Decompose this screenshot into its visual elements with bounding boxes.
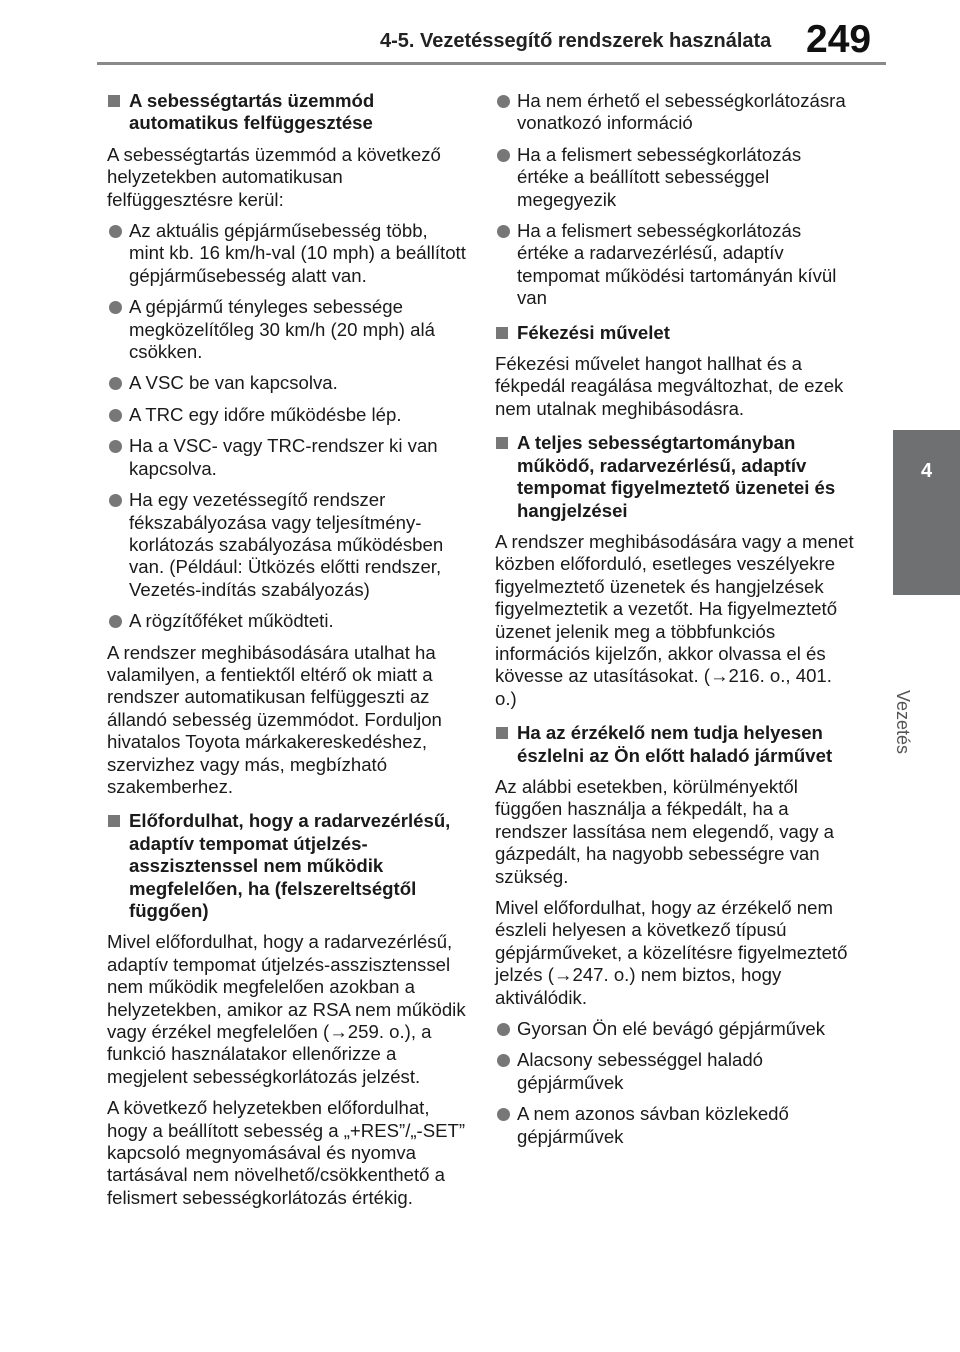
circle-bullet-icon — [109, 615, 122, 628]
circle-bullet-icon — [109, 409, 122, 422]
list-item-text: Az aktuális gépjárműsebesség több, mint kb. 16 km/h-val (10 mph) a beállított gépjárműsebesség alatt van. — [129, 220, 466, 286]
circle-bullet-icon — [497, 95, 510, 108]
section-heading-text: Fékezési művelet — [517, 321, 670, 343]
paragraph: Mivel előfordulhat, hogy a radarvezérlésű, adaptív tempomat útjelzés-asszisztenssel nem működik megfelelően azokban a helyzetekben, amikor az RSA nem működik vagy érzékel megfelelően (→259. o.), a funkció használatakor ellenőrizze a megjelent sebességkorlátozás jelzést. — [107, 931, 466, 1087]
list-item-text: Gyorsan Ön elé bevágó gépjárművek — [517, 1018, 826, 1040]
chapter-label-container — [893, 600, 960, 755]
section-heading — [495, 722, 855, 767]
circle-bullet-icon — [497, 1108, 510, 1121]
list-item — [107, 404, 467, 426]
left-column — [107, 90, 467, 1218]
section-header-title: 4-5. Vezetéssegítő rendszerek használata — [380, 30, 772, 52]
chapter-number: 4 — [920, 460, 933, 482]
paragraph: Fékezési művelet hangot hallhat és a fékpedál reagálása megváltozhat, de ezek nem utalnak meghibásodásra. — [495, 353, 844, 419]
chapter-tab — [893, 430, 960, 595]
list-item — [107, 610, 467, 632]
list-item-text: A nem azonos sávban közlekedő gépjárművek — [517, 1103, 789, 1147]
section-heading-text: Ha az érzékelő nem tudja helyesen észlelni az Ön előtt haladó járművet — [517, 722, 833, 766]
page-header — [0, 0, 960, 80]
list-item — [107, 372, 467, 394]
list-item-text: Ha egy vezetéssegítő rendszer fékszabályozása vagy teljesítmény-korlátozás szabályozása működésben van. (Például: Ütközés előtti rendszer, Vezetés-indítás szabályozás) — [129, 489, 444, 600]
paragraph: Mivel előfordulhat, hogy az érzékelő nem észleli helyesen a következő típusú gépjárműveket, a közelítésre figyelmeztető jelzés (→247. o.) nem biztos, hogy aktiválódik. — [495, 897, 848, 1008]
list-item — [107, 220, 467, 287]
page-number: 249 — [806, 18, 872, 61]
list-item — [495, 220, 855, 310]
list-item-text: Ha nem érhető el sebességkorlátozásra vonatkozó információ — [517, 90, 846, 134]
section-heading — [107, 810, 467, 922]
paragraph: A rendszer meghibásodására utalhat ha valamilyen, a fentiektől eltérő ok miatt a rendszer automatikusan felfüggeszti az állandó sebesség üzemmódot. Forduljon hivatalos Toyota márkakereskedéshez, szervizhez vagy más, megbízható szakemberhez. — [107, 641, 442, 797]
paragraph: A rendszer meghibásodására vagy a menet közben előforduló, esetleges veszélyekre figyelmeztető üzenetek és hangjelzések figyelmeztetik a vezetőt. Ha figyelmeztető üzenet jelenik meg a többfunkciós információs kijelzőn, akkor olvassa el és kövesse az utasításokat. (→216. o., 401. o.) — [495, 530, 854, 709]
list-item-text: A TRC egy időre működésbe lép. — [129, 403, 402, 425]
circle-bullet-icon — [109, 494, 122, 507]
section-heading-text: A sebességtartás üzemmód automatikus felfüggesztése — [129, 90, 375, 134]
list-item — [495, 144, 855, 211]
list-item-text: A gépjármű tényleges sebessége megközelítőleg 30 km/h (20 mph) alá csökken. — [129, 296, 435, 363]
section-heading — [107, 90, 467, 135]
paragraph: A következő helyzetekben előfordulhat, hogy a beállított sebesség a „+RES”/„-SET” kapcsoló megnyomásával és nyomva tartásával nem növelhető/csökkenthető a felismert sebességkorlátozás értékig. — [107, 1097, 466, 1208]
circle-bullet-icon — [497, 225, 510, 238]
list-item — [495, 1018, 855, 1040]
header-rule — [97, 62, 886, 65]
list-item — [495, 1103, 855, 1148]
paragraph: A sebességtartás üzemmód a következő helyzetekben automatikusan felfüggesztésre kerül: — [107, 143, 441, 210]
square-bullet-icon — [496, 727, 508, 739]
section-heading-text: A teljes sebességtartományban működő, radarvezérlésű, adaptív tempomat figyelmeztető üzenetei és hangjelzései — [517, 432, 836, 521]
circle-bullet-icon — [109, 225, 122, 238]
list-item-text: Ha a VSC- vagy TRC-rendszer ki van kapcsolva. — [129, 435, 438, 479]
circle-bullet-icon — [109, 301, 122, 314]
list-item-text: A VSC be van kapcsolva. — [129, 372, 338, 394]
right-column — [495, 90, 855, 1157]
list-item-text: Ha a felismert sebességkorlátozás értéke a radarvezérlésű, adaptív tempomat működési tartományán kívül van — [517, 220, 837, 309]
square-bullet-icon — [496, 437, 508, 449]
circle-bullet-icon — [497, 1054, 510, 1067]
list-item-text: Alacsony sebességgel haladó gépjárművek — [517, 1049, 764, 1093]
square-bullet-icon — [108, 95, 120, 107]
circle-bullet-icon — [109, 440, 122, 453]
list-item — [107, 489, 467, 601]
section-heading — [495, 432, 855, 522]
list-item — [107, 296, 467, 363]
list-item — [495, 1049, 855, 1094]
list-item — [495, 90, 855, 135]
square-bullet-icon — [108, 815, 120, 827]
section-heading — [495, 322, 855, 344]
list-item-text: Ha a felismert sebességkorlátozás értéke a beállított sebességgel megegyezik — [517, 143, 802, 210]
paragraph: Az alábbi esetekben, körülményektől függően használja a fékpedált, ha a rendszer lassítása nem elegendő, vagy a gázpedált, ha nagyobb sebességre van szükség. — [495, 775, 835, 887]
list-item-text: A rögzítőféket működteti. — [129, 610, 334, 632]
circle-bullet-icon — [497, 149, 510, 162]
circle-bullet-icon — [109, 377, 122, 390]
section-heading-text: Előfordulhat, hogy a radarvezérlésű, adaptív tempomat útjelzés-asszisztenssel nem működik megfelelően, ha (felszereltségtől függően) — [129, 810, 451, 921]
list-item — [107, 435, 467, 480]
chapter-label: Vezetés — [893, 690, 913, 755]
circle-bullet-icon — [497, 1023, 510, 1036]
square-bullet-icon — [496, 327, 508, 339]
